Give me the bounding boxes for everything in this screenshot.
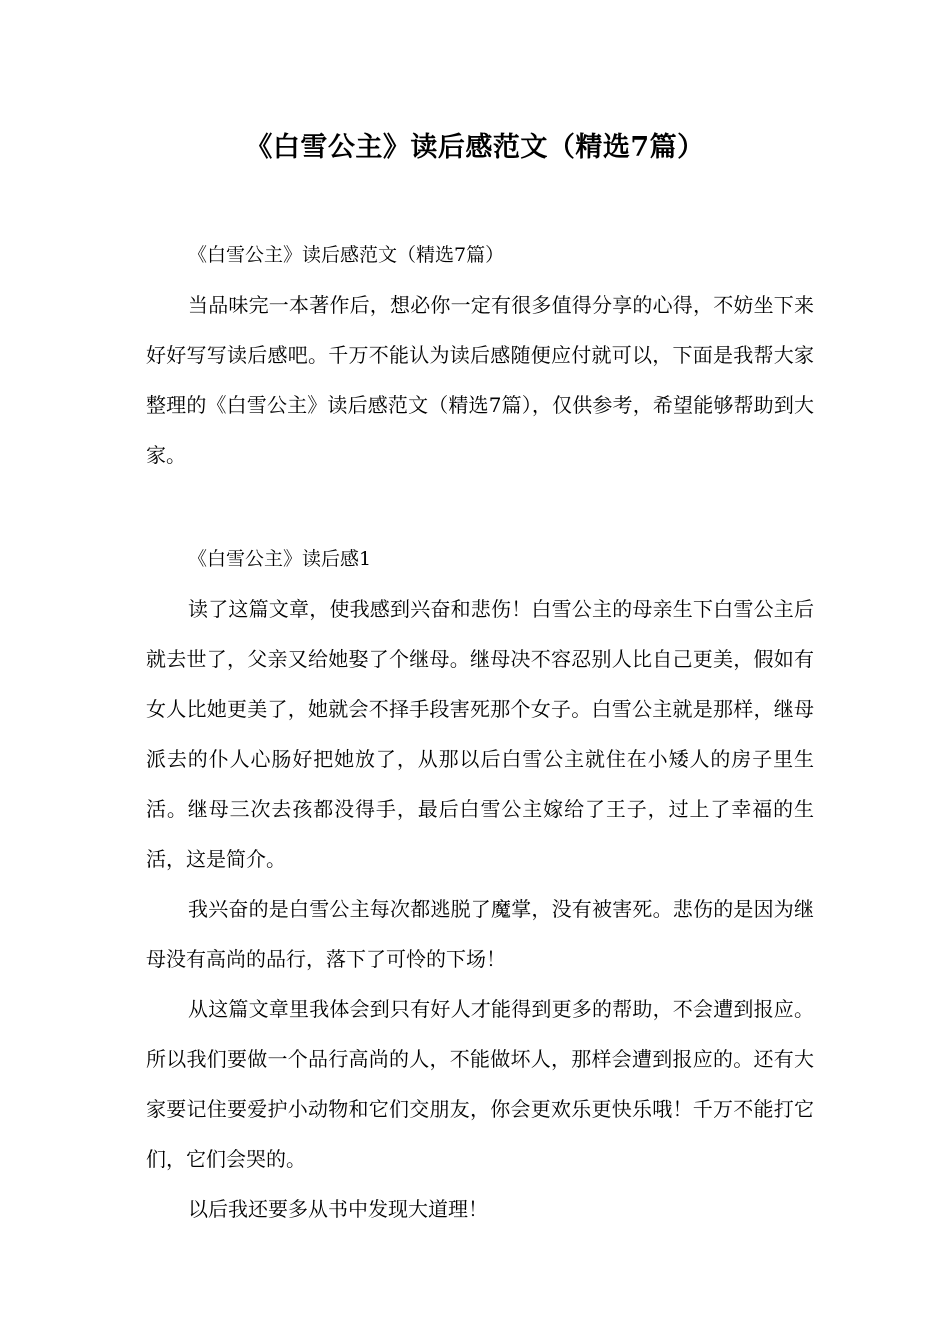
section-paragraph: 从这篇文章里我体会到只有好人才能得到更多的帮助，不会遭到报应。所以我们要做一个品行高尚的人，不能做坏人，那样会遭到报应的。还有大家要记住要爱护小动物和它们交朋友，你会更欢乐更快乐哦！千万不能打它们，它们会哭的。: [146, 997, 814, 1171]
section-paragraph: 以后我还要多从书中发现大道理！: [188, 1197, 488, 1221]
section-heading: 《白雪公主》读后感1: [188, 548, 372, 570]
section-spacer: [146, 480, 814, 534]
intro-heading: 《白雪公主》读后感范文（精选7篇）: [188, 244, 505, 266]
document-body: [146, 230, 814, 1234]
intro-paragraph: 当品味完一本著作后，想必你一定有很多值得分享的心得，不妨坐下来好好写写读后感吧。千万不能认为读后感随便应付就可以，下面是我帮大家整理的《白雪公主》读后感范文（精选7篇），仅供参考，希望能够帮助到大家。: [146, 293, 814, 467]
section-paragraph: 我兴奋的是白雪公主每次都逃脱了魔掌，没有被害死。悲伤的是因为继母没有高尚的品行，落下了可怜的下场！: [146, 897, 814, 971]
document-title: 《白雪公主》读后感范文（精选7篇）: [245, 132, 705, 163]
section-paragraph: 读了这篇文章，使我感到兴奋和悲伤！白雪公主的母亲生下白雪公主后就去世了，父亲又给她娶了个继母。继母决不容忍别人比自己更美，假如有女人比她更美了，她就会不择手段害死那个女子。白雪公主就是那样，继母派去的仆人心肠好把她放了，从那以后白雪公主就住在小矮人的房子里生活。继母三次去孩都没得手，最后白雪公主嫁给了王子，过上了幸福的生活，这是简介。: [146, 597, 814, 871]
